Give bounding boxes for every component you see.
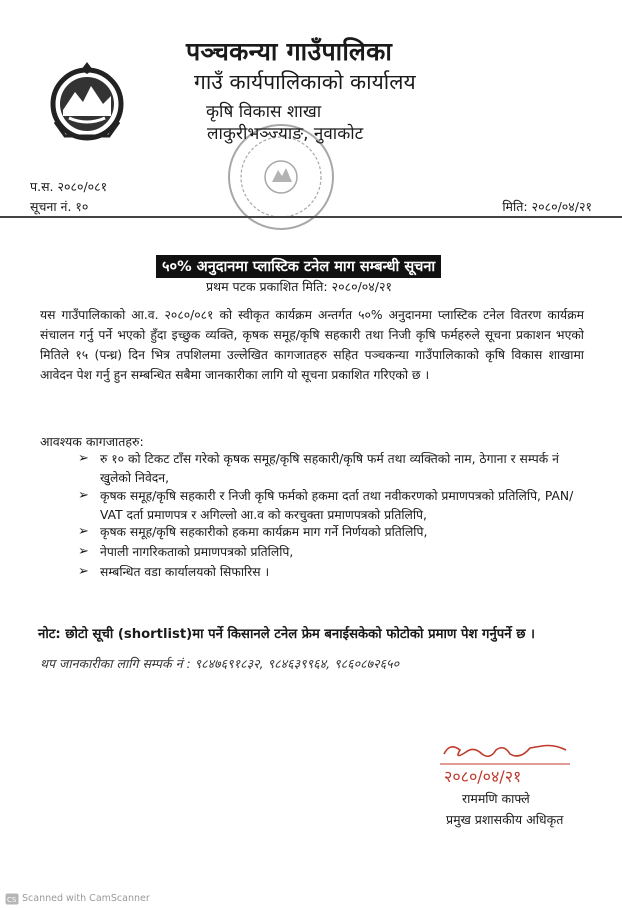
notice-date: मिति: २०८०/०४/२१ [502, 199, 592, 214]
municipality-emblem-logo [45, 60, 129, 144]
arrow-bullet-icon: ➢ [78, 451, 89, 466]
document-list-item [78, 523, 590, 542]
header-divider [0, 216, 622, 218]
office-subtitle: गाउँ कार्यपालिकाको कार्यालय [194, 70, 416, 94]
document-list-item [78, 450, 590, 487]
shortlist-note: नोट: छोटो सूची (shortlist)मा पर्ने किसानले टनेल फ्रेम बनाईसकेको फोटोको प्रमाण पेश गर्नुपर्ने छ । [38, 627, 536, 642]
patra-sankhya: प.स. २०८०/०८१ [30, 179, 108, 194]
document-list-item [78, 543, 590, 562]
document-list-item [78, 487, 590, 524]
branch-name: कृषि विकास शाखा [206, 102, 322, 122]
document-list-item [78, 563, 590, 582]
contact-numbers: थप जानकारीका लागि सम्पर्क नं : ९८४७६९१८३२, ९८४६३९९६४, ९८६०८७२६५० [40, 656, 400, 671]
notice-body-paragraph: यस गाउँपालिकाको आ.व. २०८०/०८१ को स्वीकृत कार्यक्रम अन्तर्गत ५०% अनुदानमा प्लास्टिक टनेल वितरण कार्यक्रम संचालन गर्नु पर्ने भएको हुँदा इच्छुक व्यक्ति, कृषक समूह/कृषि सहकारी तथा निजी कृषि फर्महरुले सूचना प्रकाशन भएको मितिले १५ (पन्ध्र) दिन भित्र तपशिलमा उल्लेखित कागजातहरु सहित पञ्चकन्या गाउँपालिकाको कृषि विकास शाखामा आवेदन पेश गर्नु हुन सम्बन्धित सबैमा जानकारीका लागि यो सूचना प्रकाशित गरिएको छ । [40, 308, 584, 382]
signer-name: राममणि काफ्ले [462, 791, 530, 806]
handwritten-date: २०८०/०४/२१ [444, 767, 522, 786]
notice-number: सूचना नं. १० [30, 199, 89, 214]
svg-text:CS: CS [7, 896, 17, 904]
arrow-bullet-icon: ➢ [78, 544, 89, 559]
arrow-bullet-icon: ➢ [78, 564, 89, 579]
document-item-text: रु १० को टिकट टाँस गरेको कृषक समूह/कृषि सहकारी/कृषि फर्म तथा व्यक्तिको नाम, ठेगाना र सम्पर्क नं खुलेको निवेदन, [100, 452, 559, 485]
office-address: लाकुरीभञ्ज्याङ, नुवाकोट [207, 124, 364, 144]
arrow-bullet-icon: ➢ [78, 488, 89, 503]
document-item-text: कृषक समूह/कृषि सहकारीको हकमा कार्यक्रम माग गर्ने निर्णयको प्रतिलिपि, [100, 525, 428, 539]
scanner-watermark: Scanned with CamScanner [22, 893, 150, 904]
document-item-text: नेपाली नागरिकताको प्रमाणपत्रको प्रतिलिपि, [100, 545, 294, 559]
document-item-text: कृषक समूह/कृषि सहकारी र निजी कृषि फर्मको हकमा दर्ता तथा नवीकरणको प्रमाणपत्रको प्रतिलिपि, PAN/ VAT दर्ता प्रमाणपत्र र अगिल्लो आ.व को करचुक्ता प्रमाणपत्रको प्रतिलिपि, [100, 489, 574, 522]
office-name: पञ्चकन्या गाउँपालिका [186, 37, 393, 66]
camscanner-logo-icon [5, 893, 19, 905]
arrow-bullet-icon: ➢ [78, 524, 89, 539]
handwritten-signature [430, 738, 580, 788]
signer-title: प्रमुख प्रशासकीय अधिकृत [446, 812, 564, 827]
required-documents-heading: आवश्यक कागजातहरु: [40, 434, 144, 449]
notice-title: ५०% अनुदानमा प्लास्टिक टनेल माग सम्बन्धी सूचना [156, 255, 441, 278]
document-item-text: सम्बन्धित वडा कार्यालयको सिफारिस । [100, 565, 270, 579]
publication-date: प्रथम पटक प्रकाशित मिति: २०८०/०४/२१ [206, 279, 392, 294]
